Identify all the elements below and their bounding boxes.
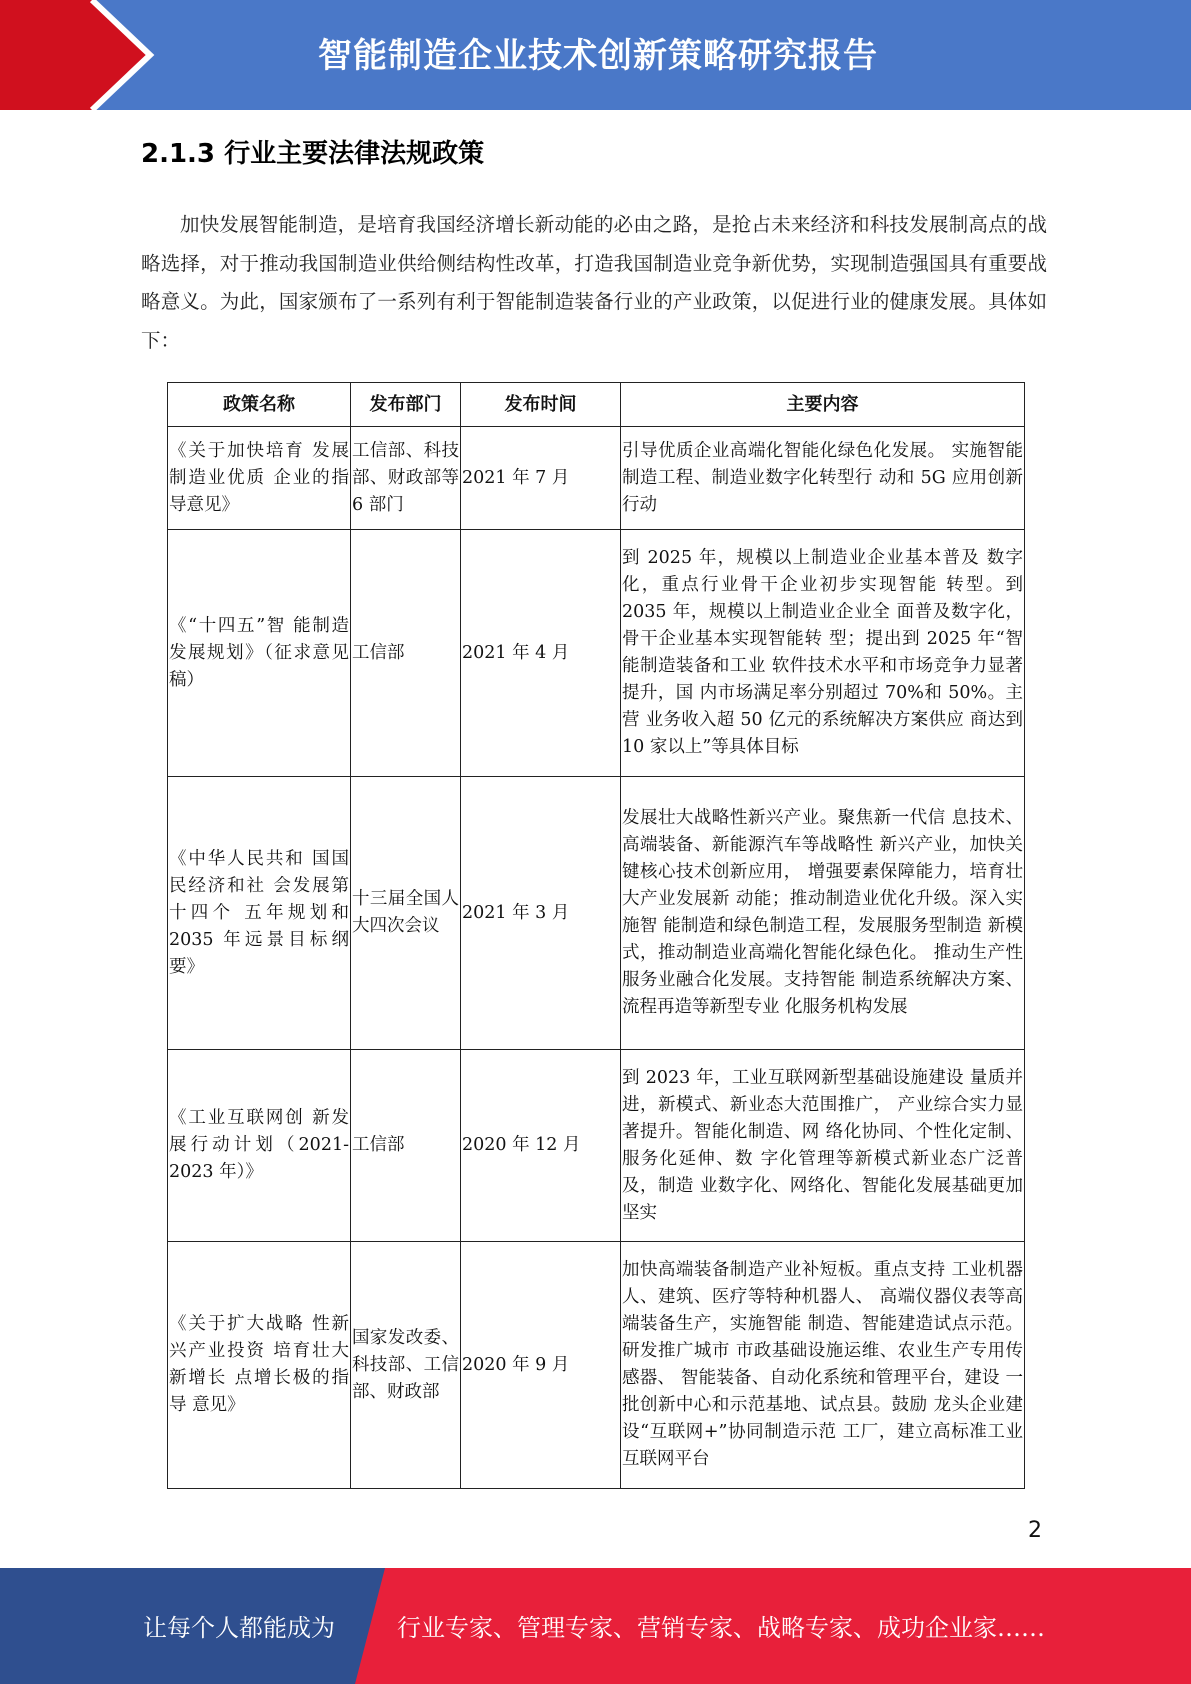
policy-table [167, 382, 1025, 1489]
table-row [168, 530, 1025, 777]
footer-slogan-left: 让每个人都能成为 [143, 1614, 335, 1642]
policy-name-cell: 《中华人民共和 国国民经济和社 会发展第十四个 五年规划和 2035 年远景目标纲要》 [168, 777, 351, 1050]
department-cell: 十三届全国人大四次会议 [351, 777, 461, 1050]
department-cell: 工信部 [351, 1050, 461, 1242]
date-cell: 2021 年 3 月 [461, 777, 621, 1050]
content-cell: 到 2023 年，工业互联网新型基础设施建设 量质并进，新模式、新业态大范围推广， 产业综合实力显著提升。智能化制造、网 络化协同、个性化定制、服务化延伸、数 字化管理等新模式新业态广泛普及，制造 业数字化、网络化、智能化发展基础更加 坚实 [621, 1050, 1025, 1242]
column-header-policy-name: 政策名称 [168, 383, 351, 427]
table-row [168, 427, 1025, 530]
table-row [168, 1242, 1025, 1489]
column-header-department: 发布部门 [351, 383, 461, 427]
policy-name-cell: 《关于扩大战略 性新兴产业投资 培育壮大新增长 点增长极的指导 意见》 [168, 1242, 351, 1489]
department-cell: 工信部、科技部、财政部等 6 部门 [351, 427, 461, 530]
policy-name-cell: 《“十四五”智 能制造发展规划》（征求意见稿） [168, 530, 351, 777]
policy-name-cell: 《工业互联网创 新发展行动计划（2021-2023 年）》 [168, 1050, 351, 1242]
content-cell: 到 2025 年，规模以上制造业企业基本普及 数字化，重点行业骨干企业初步实现智能 转型。到 2035 年，规模以上制造业企业全 面普及数字化，骨干企业基本实现智能转 型；提出到 2025 年“智能制造装备和工业 软件技术水平和市场竞争力显著提升，国 内市场满足率分别超过 70%和 50%。主营 业务收入超 50 亿元的系统解决方案供应 商达到 10 家以上”等具体目标 [621, 530, 1025, 777]
table-header-row [168, 383, 1025, 427]
column-header-date: 发布时间 [461, 383, 621, 427]
table-row [168, 1050, 1025, 1242]
date-cell: 2020 年 9 月 [461, 1242, 621, 1489]
content-cell: 引导优质企业高端化智能化绿色化发展。 实施智能制造工程、制造业数字化转型行 动和 5G 应用创新行动 [621, 427, 1025, 530]
policy-name-cell: 《关于加快培育 发展制造业优质 企业的指导意见》 [168, 427, 351, 530]
section-heading: 2.1.3 行业主要法律法规政策 [141, 139, 485, 169]
page-header [0, 0, 1191, 110]
date-cell: 2021 年 7 月 [461, 427, 621, 530]
date-cell: 2020 年 12 月 [461, 1050, 621, 1242]
content-cell: 发展壮大战略性新兴产业。聚焦新一代信 息技术、高端装备、新能源汽车等战略性 新兴产业，加快关键核心技术创新应用， 增强要素保障能力，培育壮大产业发展新 动能；推动制造业优化升级。深入实施智 能制造和绿色制造工程，发展服务型制造 新模式，推动制造业高端化智能化绿色化。 推动生产性服务业融合化发展。支持智能 制造系统解决方案、流程再造等新型专业 化服务机构发展 [621, 777, 1025, 1050]
report-title: 智能制造企业技术创新策略研究报告 [318, 36, 878, 76]
date-cell: 2021 年 4 月 [461, 530, 621, 777]
footer-slogan-right: 行业专家、管理专家、营销专家、战略专家、成功企业家…… [397, 1614, 1045, 1642]
column-header-content: 主要内容 [621, 383, 1025, 427]
content-cell: 加快高端装备制造产业补短板。重点支持 工业机器人、建筑、医疗等特种机器人、 高端仪器仪表等高端装备生产，实施智能 制造、智能建造试点示范。研发推广城市 市政基础设施运维、农业生产专用传感器、 智能装备、自动化系统和管理平台，建设 一批创新中心和示范基地、试点县。鼓励 龙头企业建设“互联网+”协同制造示范 工厂，建立高标准工业互联网平台 [621, 1242, 1025, 1489]
page-number: 2 [1028, 1518, 1042, 1543]
intro-paragraph: 加快发展智能制造，是培育我国经济增长新动能的必由之路，是抢占未来经济和科技发展制高点的战略选择，对于推动我国制造业供给侧结构性改革，打造我国制造业竞争新优势，实现制造强国具有重要战略意义。为此，国家颁布了一系列有利于智能制造装备行业的产业政策，以促进行业的健康发展。具体如下： [141, 213, 1047, 352]
department-cell: 工信部 [351, 530, 461, 777]
table-row [168, 777, 1025, 1050]
page-footer [0, 1568, 1191, 1684]
department-cell: 国家发改委、科技部、工信部、财政部 [351, 1242, 461, 1489]
